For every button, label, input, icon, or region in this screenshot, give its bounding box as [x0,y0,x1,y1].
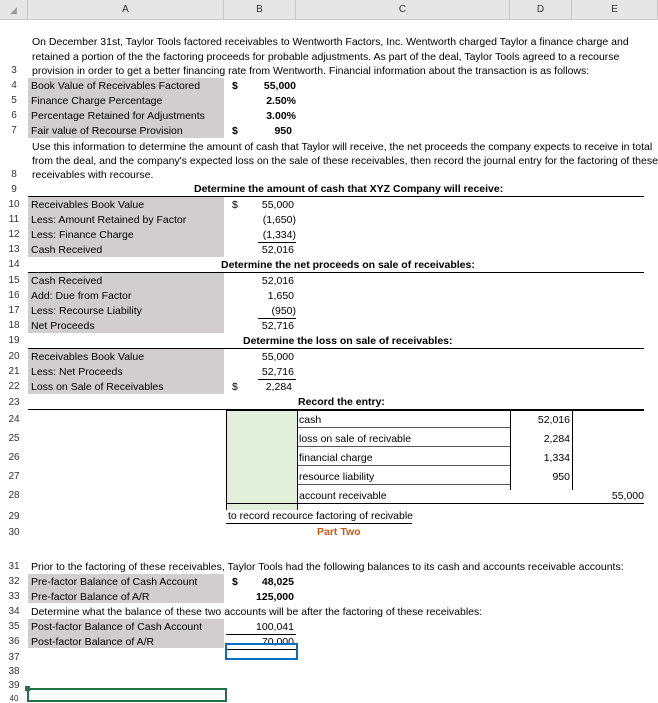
journal-grid-e [572,410,573,490]
fact-dollar: $ [232,125,238,137]
fact-label: Finance Charge Percentage [31,95,163,107]
net-row-label: Less: Recourse Liability [31,305,142,317]
journal-rule [226,503,644,504]
journal-account[interactable]: loss on sale of recivable [299,433,412,445]
row-header-5[interactable]: 5 [0,95,28,106]
fact-value: 55,000 [263,80,296,92]
loss-section-heading: Determine the loss on sale of receivables: [243,335,453,347]
row-header-15[interactable]: 15 [0,275,28,286]
journal-account[interactable]: account receivable [299,490,387,502]
fill-handle-icon[interactable] [25,686,30,691]
part2-question: Determine what the balance of these two accounts will be after the factoring of these receivables: [31,606,483,618]
row-header-8[interactable]: 8 [0,169,28,180]
cash-row-label: Receivables Book Value [31,199,145,211]
net-row-value: 52,716 [261,320,294,332]
loss-row-label: Receivables Book Value [31,351,145,363]
row-header-18[interactable]: 18 [0,320,28,331]
net-section-heading: Determine the net proceeds on sale of receivables: [221,259,475,271]
column-header-b[interactable]: B [224,0,296,20]
net-total-line [258,318,296,319]
row-header-16[interactable]: 16 [0,290,28,301]
row-header-28[interactable]: 28 [0,490,28,501]
pre-factor-dollar: $ [232,576,238,588]
row-header-38[interactable]: 38 [0,666,28,677]
journal-debit[interactable]: 52,016 [537,414,570,426]
journal-debit[interactable]: 1,334 [543,452,570,464]
part-two-heading: Part Two [317,526,361,538]
cash-row-value: (1,650) [262,214,296,226]
row-header-27[interactable]: 27 [0,471,28,482]
row-header-32[interactable]: 32 [0,576,28,587]
row-header-36[interactable]: 36 [0,636,28,647]
select-all-corner[interactable] [0,0,28,20]
row-header-37[interactable]: 37 [0,652,28,663]
net-row-label: Cash Received [31,275,103,287]
row-header-21[interactable]: 21 [0,366,28,377]
journal-memo[interactable]: to record recource factoring of recivable [228,510,414,522]
row-header-25[interactable]: 25 [0,433,28,444]
journal-rule [298,427,510,428]
row-header-14[interactable]: 14 [0,259,28,270]
net-row-label: Add: Due from Factor [31,290,132,302]
cash-row-value: 52,016 [261,244,294,256]
cash-section-heading: Determine the amount of cash that XYZ Company will receive: [194,183,504,195]
journal-heading: Record the entry: [298,396,385,408]
fact-label: Book Value of Receivables Factored [31,80,201,92]
journal-account[interactable]: financial charge [299,452,373,464]
cash-row-label: Cash Received [31,244,103,256]
journal-grid-top [226,410,644,411]
cash-row-label: Less: Finance Charge [31,229,134,241]
row-header-6[interactable]: 6 [0,110,28,121]
row-header-3[interactable]: 3 [0,65,28,76]
journal-account[interactable]: cash [299,414,322,426]
pre-factor-label: Pre-factor Balance of Cash Account [31,576,198,588]
post-factor-value[interactable]: 100,041 [256,621,294,633]
cash-total-line [258,242,296,243]
loss-row-dollar: $ [232,381,238,393]
pre-factor-label: Pre-factor Balance of A/R [31,591,150,603]
instruction-line-1: Use this information to determine the amount of cash that Taylor will receive, the net proceeds the company expects to receive in total [32,141,653,153]
post-factor-label: Post-factor Balance of A/R [31,636,155,648]
row-header-39[interactable]: 39 [0,680,28,691]
column-header-d[interactable]: D [510,0,572,20]
row-header-9[interactable]: 9 [0,184,28,195]
post-factor-label: Post-factor Balance of Cash Account [31,621,203,633]
row-header-29[interactable]: 29 [0,511,28,522]
net-row-value: 52,016 [261,275,294,287]
post-factor-value[interactable]: 70,000 [261,636,294,648]
row-header-13[interactable]: 13 [0,244,28,255]
row-header-24[interactable]: 24 [0,414,28,425]
journal-grid-left [226,410,227,510]
fact-label: Fair value of Recourse Provision [31,125,183,137]
row-header-19[interactable]: 19 [0,335,28,346]
fact-dollar: $ [232,80,238,92]
pre-factor-value: 125,000 [256,591,294,603]
journal-rule [298,484,510,485]
loss-row-value: 55,000 [261,351,294,363]
row-header-26[interactable]: 26 [0,452,28,463]
loss-row-label: Loss on Sale of Receivables [31,381,164,393]
part2-intro: Prior to the factoring of these receivables, Taylor Tools had the following balances to its cash and accounts receivable accounts: [31,561,624,573]
fact-label: Percentage Retained for Adjustments [31,110,205,122]
row-header-7[interactable]: 7 [0,125,28,136]
row-header-33[interactable]: 33 [0,591,28,602]
intro-line-2: retained a portion of the the factoring proceeds for probable adjustments. As part of the deal, Taylor Tools agreed to a recourse [32,51,620,63]
row-header-4[interactable]: 4 [0,80,28,91]
row-header-31[interactable]: 31 [0,561,28,572]
cash-row-label: Less: Amount Retained by Factor [31,214,187,226]
fact-value: 3.00% [266,110,296,122]
column-header-c[interactable]: C [296,0,510,20]
active-cell-b37[interactable] [225,643,298,660]
row-header-35[interactable]: 35 [0,621,28,632]
loss-row-value: 52,716 [261,366,294,378]
journal-debit[interactable]: 950 [552,471,570,483]
row-header-11[interactable]: 11 [0,214,28,225]
post-factor-underline [226,634,296,635]
instruction-line-3: receivables with recourse. [32,169,154,181]
column-header-e[interactable]: E [572,0,658,20]
intro-line-1: On December 31st, Taylor Tools factored receivables to Wentworth Factors, Inc. Wentworth charged Taylor a finance charge and [32,36,629,48]
loss-total-line [258,379,296,380]
journal-grid-mid [297,410,298,510]
cash-row-value: 55,000 [261,199,294,211]
row-header-23[interactable]: 23 [0,397,28,408]
journal-memo-line [226,523,412,524]
loss-row-label: Less: Net Proceeds [31,366,123,378]
row-header-10[interactable]: 10 [0,199,28,210]
journal-account[interactable]: resource liability [299,471,375,483]
journal-green-area [226,410,296,510]
journal-rule [298,446,510,447]
net-row-label: Net Proceeds [31,320,95,332]
journal-credit[interactable]: 55,000 [611,490,644,502]
net-row-value: 1,650 [267,290,294,302]
row-header-30[interactable]: 30 [0,527,28,538]
row-header-12[interactable]: 12 [0,229,28,240]
row-header-20[interactable]: 20 [0,351,28,362]
row-header-34[interactable]: 34 [0,606,28,617]
journal-rule [298,465,510,466]
loss-row-value: 2,284 [265,381,292,393]
pre-factor-value: 48,025 [261,576,294,588]
select-all-triangle-icon: ◢ [10,5,17,15]
fact-value: 2.50% [266,95,296,107]
net-row-value: (950) [271,305,296,317]
row-header-40[interactable]: 40 [0,694,28,703]
cash-row-dollar: $ [232,199,238,211]
journal-debit[interactable]: 2,284 [543,433,570,445]
cash-row-value: (1,334) [262,229,296,241]
column-header-a[interactable]: A [28,0,224,20]
intro-line-3: provision in order to get a better financing rate from Wentworth. Financial information about the transaction is as follows: [32,65,590,77]
row-header-22[interactable]: 22 [0,381,28,392]
fact-value: 950 [274,125,292,137]
instruction-line-2: from the deal, and the company's expected loss on the sale of these receivables, then record the journal entry for the factoring of these [32,155,658,167]
row-header-17[interactable]: 17 [0,305,28,316]
